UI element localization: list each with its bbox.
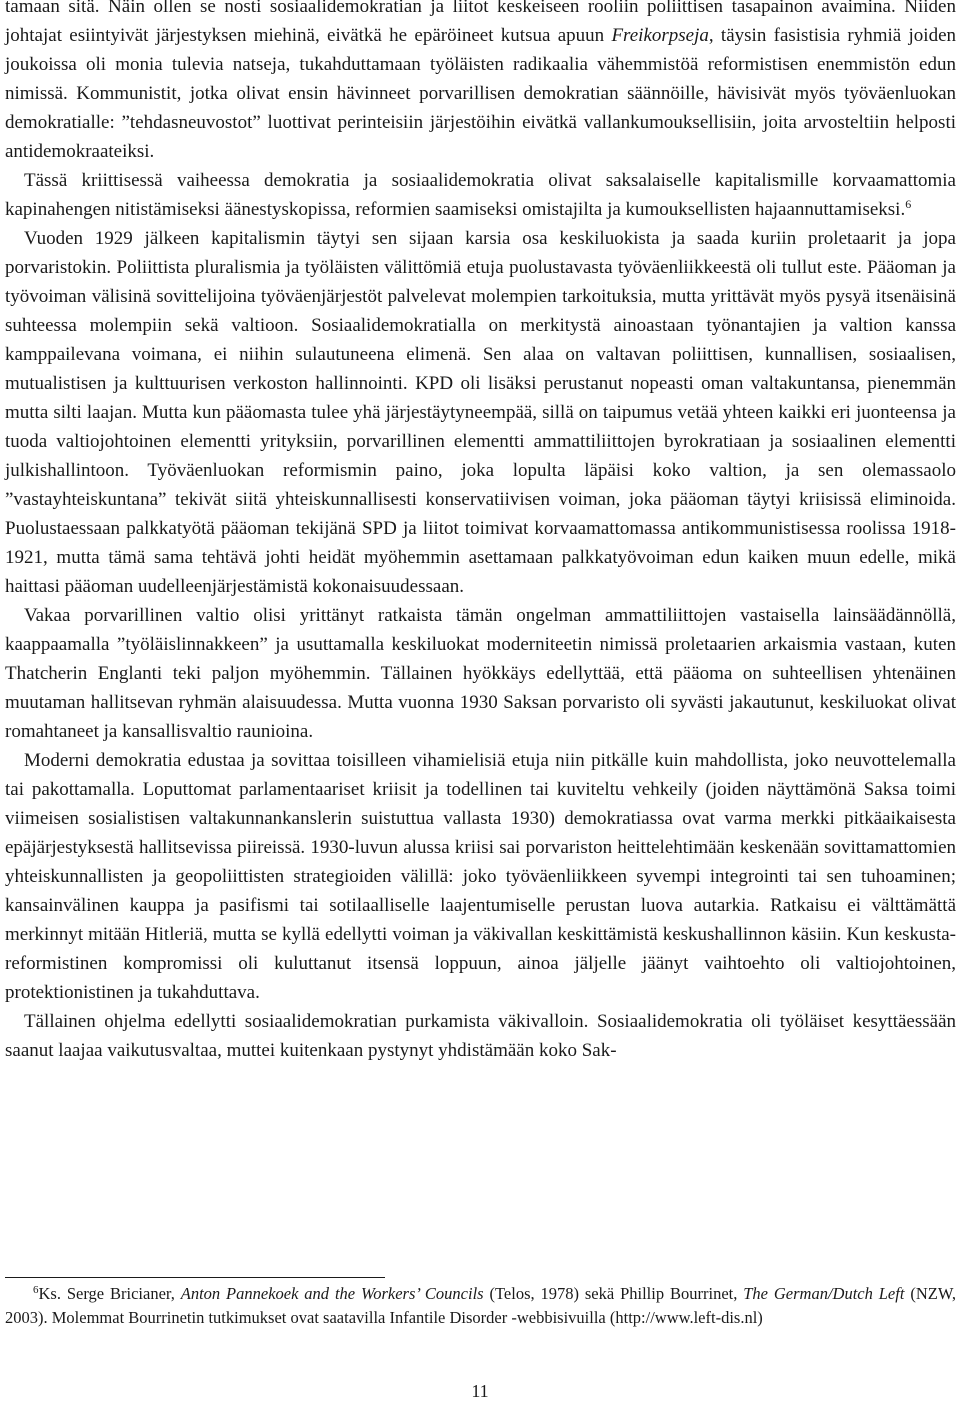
text-segment: Tällainen ohjelma edellytti sosiaalidemokratian purkamista väkivalloin. Sosiaalidemokratia oli työläiset kesyttäessään saanut laajaa vaikutusvaltaa, muttei kuitenkaan pystynyt yhdistämään koko Sak- (5, 1011, 956, 1061)
text-segment: tamaan sitä. Näin ollen se nosti sosiaalidemokratian ja liitot keskeiseen rooliin poliittisen tasapainon avaimina. Niiden johtajat esiintyivät järjestyksen miehinä, eivätkä he epäröineet kutsua apuun (5, 0, 956, 46)
paragraph-6 (5, 1007, 956, 1065)
paragraph-2 (5, 166, 956, 224)
paragraph-4 (5, 601, 956, 746)
footnote-divider (5, 1277, 385, 1278)
text-segment: Moderni demokratia edustaa ja sovittaa toisilleen vihamielisiä etuja niin pitkälle kuin mahdollista, joko neuvottelemalla tai pakottamalla. Loputtomat parlamentaariset kriisit ja todellinen tai kuviteltu vehkeily (joiden näyttämönä Saksa toimi viimeisen sosialistisen valtakunnankanslerin suistuttua vallasta 1930) demokratiassa ovat varma merkki pitkäaikaisesta epäjärjestyksestä hallitsevissa piireissä. 1930-luvun alussa kriisi sai porvariston heittelehtimään keskenään sovittamattomien yhteiskunnallisten ja geopoliittisten strategioiden välillä: joko työväenliikkeen syvempi integrointi tai sen tuhoaminen; kansainvälinen kauppa ja pasifismi tai sotilaalliselle laajentumiselle perustan luova autarkia. Ratkaisu ei välttämättä merkinnyt mitään Hitleriä, mutta se kyllä edellytti voiman ja väkivallan keskittämistä keskushallinnon käsiin. Kun keskusta-reformistinen kompromissi oli kuluttanut itsensä loppuun, ainoa jäljelle jäänyt vaihtoehto oli valtiojohtoinen, protektionistinen ja tukahduttava. (5, 750, 956, 1003)
page-body (5, 0, 956, 1065)
footnote-title-italic: Anton Pannekoek and the Workers’ Councils (180, 1284, 484, 1303)
footnote-reference: 6 (905, 197, 912, 211)
footnote-text: (NZW, 2003). Molemmat Bourrinetin tutkimukset ovat saatavilla Infantile Disorder -webbisivuilla (http://www.left-dis.nl) (5, 1284, 956, 1327)
text-segment-italic: Freikorpseja (611, 25, 709, 46)
text-segment: Vuoden 1929 jälkeen kapitalismin täytyi sen sijaan karsia osa keskiluokista ja saada kuriin proletaarit ja jopa porvaristokin. Poliittista pluralismia ja työläisten välittömiä etuja puolustavasta työväenliikkeestä oli tullut este. Pääoman ja työvoiman välisinä sovittelijoina työväenjärjestöt palvelevat molempien tarkoituksia, mutta yrittävät myös pysyä itsenäisinä suhteessa molempiin sekä valtioon. Sosiaalidemokratialla on merkitystä ainoastaan työnantajien ja valtion kanssa kamppailevana voimana, ei niihin sulautuneena elimenä. Sen alaa on valtavan poliittisen, kunnallisen, sosiaalisen, mutualistisen ja kulttuurisen verkoston hallinnointi. KPD oli lisäksi perustanut nopeasti oman valtakuntansa, pienemmän mutta silti laajan. Mutta kun pääomasta tulee yhä järjestäytyneempää, sillä on taipumus vetää yhteen kaikki eri juonteensa ja tuoda valtiojohtoinen elementti yrityksiin, porvarillinen elementti ammattiliittojen byrokratiaan ja sosiaalinen elementti julkishallintoon. Työväenluokan reformismin paino, joka lopulta läpäisi koko valtion, ja sen olemassaolo ”vastayhteiskuntana” tekivät siitä yhteiskunnallisesti konservatiivisen voiman, joka pääoman täytyi kriisissä eliminoida. Puolustaessaan palkkatyötä pääoman tekijänä SPD ja liitot toimivat korvaamattomassa antikommunistisessa roolissa 1918-1921, mutta tämä sama tehtävä johti heidät myöhemmin asettamaan palkkatyövoiman edun kaiken muun edelle, mikä haittasi pääoman uudelleenjärjestämistä kokonaisuudessaan. (5, 228, 956, 597)
paragraph-5 (5, 746, 956, 1007)
footnote-marker: 6 (33, 1284, 39, 1296)
footnote (5, 1282, 956, 1330)
paragraph-3 (5, 224, 956, 601)
text-segment: Vakaa porvarillinen valtio olisi yrittänyt ratkaista tämän ongelman ammattiliittojen vastaisella lainsäädännöllä, kaappaamalla ”työläislinnakkeen” ja usuttamalla keskiluokat moderniteetin nimissä proletaarien arkaismia vastaan, kuten Thatcherin Englanti teki paljon myöhemmin. Tällainen hyökkäys edellyttää, että pääoma on suhteellisen yhtenäinen muutaman hallitsevan ryhmän alaisuudessa. Mutta vuonna 1930 Saksan porvaristo oli syvästi jakautunut, keskiluokat olivat romahtaneet ja kansallisvaltio raunioina. (5, 605, 956, 742)
footnote-text: Ks. Serge Bricianer, (38, 1284, 181, 1303)
page-number: 11 (471, 1381, 489, 1401)
text-segment: , täysin fasistisia ryhmiä joiden joukoissa oli monia tulevia natseja, tukahduttamaan työläisten radikaalia vähemmistöä reformistisen enemmistön edun nimissä. Kommunistit, jotka olivat ensin hävinneet porvarillisen demokratian säännöille, hävisivät myös työväenluokan demokratialle: ”tehdasneuvostot” luottivat perinteisiin järjestöihin eivätkä vallankumouksellisiin, joita arvosteltiin helposti antidemokraateiksi. (5, 25, 956, 162)
body-text (5, 0, 956, 1065)
footnote-title-italic: The German/Dutch Left (743, 1284, 905, 1303)
paragraph-1 (5, 0, 956, 166)
footnote-text: (Telos, 1978) sekä Phillip Bourrinet, (483, 1284, 744, 1303)
text-segment: Tässä kriittisessä vaiheessa demokratia ja sosiaalidemokratia olivat saksalaiselle kapitalismille korvaamattomia kapinahengen nitistämiseksi äänestyskopissa, reformien saamiseksi omistajilta ja kumouksellisten hajaannuttamiseksi. (5, 170, 956, 220)
